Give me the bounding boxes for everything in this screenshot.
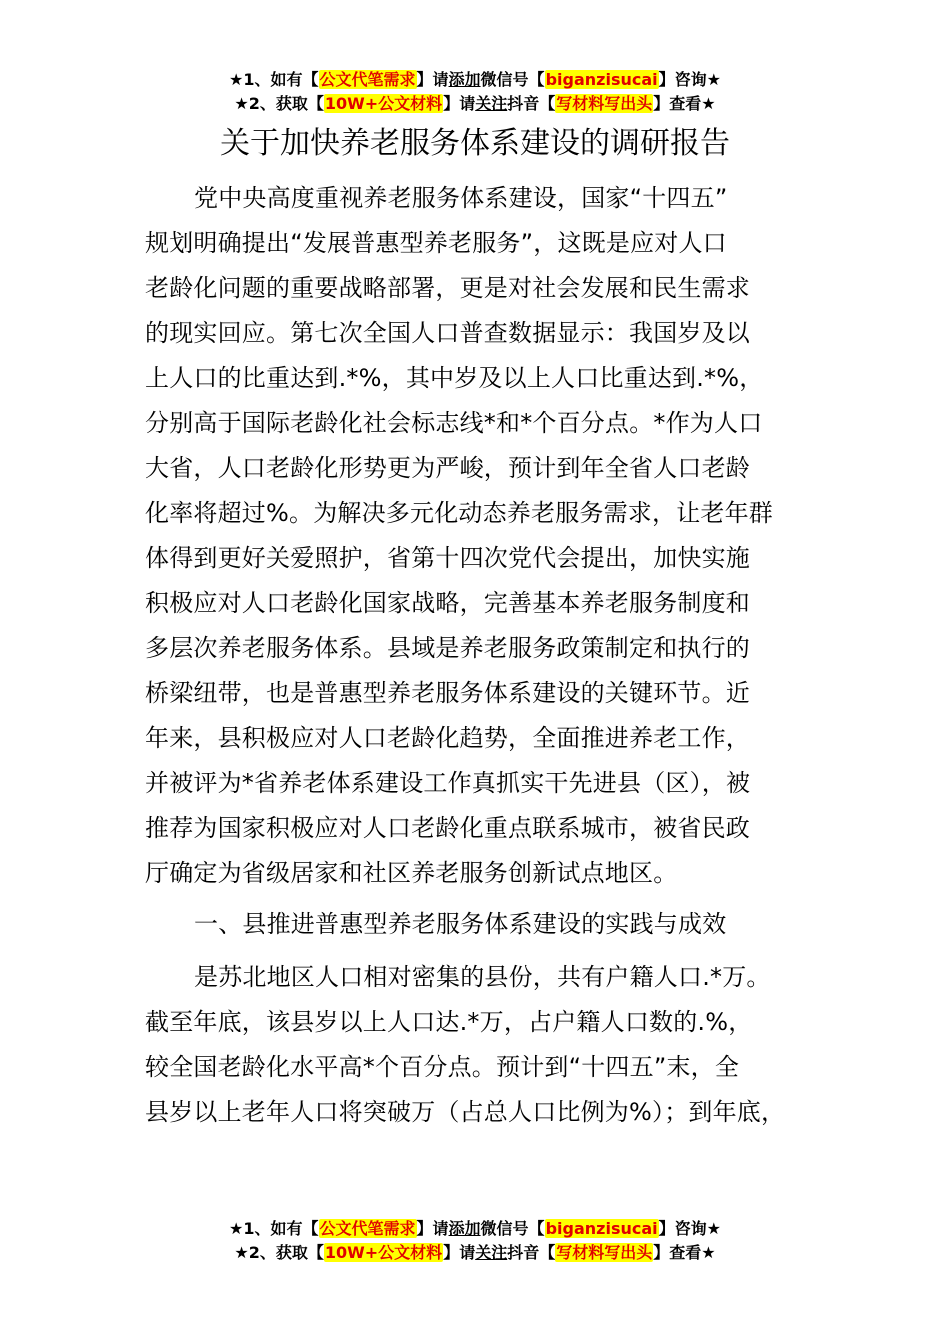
paragraph-line: 积极应对人口老龄化国家战略，完善基本养老服务制度和 [145, 589, 750, 617]
promo-text: 微信号【 [480, 1219, 545, 1238]
promo-highlight: 10W+公文材料 [324, 94, 443, 113]
paragraph-line: 厅确定为省级居家和社区养老服务创新试点地区。 [145, 859, 678, 887]
promo-suffix: 】咨询★ [658, 70, 721, 89]
promo-underlined-text: 关注 [475, 1243, 508, 1262]
document-title: 关于加快养老服务体系建设的调研报告 [220, 126, 730, 161]
paragraph-line: 大省，人口老龄化形势更为严峻，预计到年全省人口老龄 [145, 454, 750, 482]
promo-underlined-text: 关注 [475, 94, 508, 113]
section-heading-text: 一、县推进普惠型养老服务体系建设的实践与成效 [194, 910, 727, 938]
paragraph-line: 多层次养老服务体系。县域是养老服务政策制定和执行的 [145, 634, 750, 662]
promo-prefix: ★2、获取【 [234, 94, 324, 113]
paragraph-line: 的现实回应。第七次全国人口普查数据显示：我国岁及以 [145, 319, 750, 347]
paragraph-line: 分别高于国际老龄化社会标志线*和*个百分点。*作为人口 [145, 409, 763, 437]
promo-prefix: ★1、如有【 [229, 1219, 319, 1238]
promo-underlined-text: 添加 [448, 1219, 481, 1238]
promo-text: 】请 [443, 1243, 476, 1262]
paragraph-line: 是苏北地区人口相对密集的县份，共有户籍人口.*万。 [194, 963, 771, 991]
paragraph-line: 推荐为国家积极应对人口老龄化重点联系城市，被省民政 [145, 814, 750, 842]
paragraph-line: 较全国老龄化水平高*个百分点。预计到“十四五”末，全 [145, 1053, 740, 1081]
paragraph-line: 桥梁纽带，也是普惠型养老服务体系建设的关键环节。近 [145, 679, 750, 707]
promo-wechat-id: biganzisucai [545, 70, 658, 89]
promo-line-2 [0, 92, 950, 116]
promo-prefix: ★2、获取【 [234, 1243, 324, 1262]
paragraph-line: 规划明确提出“发展普惠型养老服务”，这既是应对人口 [145, 229, 727, 257]
promo-line-1 [0, 1217, 950, 1241]
promo-prefix: ★1、如有【 [229, 70, 319, 89]
promo-text: 抖音【 [507, 1243, 556, 1262]
promo-text: 】请 [416, 70, 449, 89]
promo-douyin-id: 写材料写出头 [556, 94, 653, 113]
promo-suffix: 】查看★ [653, 94, 716, 113]
paragraph-line: 老龄化问题的重要战略部署，更是对社会发展和民生需求 [145, 274, 750, 302]
promo-highlight: 公文代笔需求 [319, 1219, 416, 1238]
promo-douyin-id: 写材料写出头 [556, 1243, 653, 1262]
promo-wechat-id: biganzisucai [545, 1219, 658, 1238]
paragraph-line: 体得到更好关爱照护，省第十四次党代会提出，加快实施 [145, 544, 750, 572]
promo-text: 微信号【 [480, 70, 545, 89]
promo-line-2 [0, 1241, 950, 1265]
paragraph-line: 年来，县积极应对人口老龄化趋势，全面推进养老工作， [145, 724, 750, 752]
section-heading [145, 902, 835, 947]
paragraph-section-1 [145, 955, 835, 1135]
promo-suffix: 】查看★ [653, 1243, 716, 1262]
promo-highlight: 公文代笔需求 [319, 70, 416, 89]
promo-line-1 [0, 68, 950, 92]
paragraph-line: 县岁以上老年人口将突破万（占总人口比例为%）；到年底， [145, 1098, 786, 1126]
bottom-promo-banner [0, 1217, 950, 1265]
paragraph-line: 截至年底，该县岁以上人口达.*万，占户籍人口数的.%， [145, 1008, 753, 1036]
promo-text: 】请 [443, 94, 476, 113]
paragraph-line: 化率将超过%。为解决多元化动态养老服务需求，让老年群 [145, 499, 774, 527]
promo-text: 抖音【 [507, 94, 556, 113]
promo-suffix: 】咨询★ [658, 1219, 721, 1238]
paragraph-line: 上人口的比重达到.*%，其中岁及以上人口比重达到.*%， [145, 364, 764, 392]
paragraph-intro [145, 176, 835, 896]
top-promo-banner [0, 68, 950, 116]
promo-underlined-text: 添加 [448, 70, 481, 89]
promo-text: 】请 [416, 1219, 449, 1238]
promo-highlight: 10W+公文材料 [324, 1243, 443, 1262]
paragraph-line: 党中央高度重视养老服务体系建设，国家“十四五” [194, 184, 728, 212]
paragraph-line: 并被评为*省养老体系建设工作真抓实干先进县（区），被 [145, 769, 751, 797]
